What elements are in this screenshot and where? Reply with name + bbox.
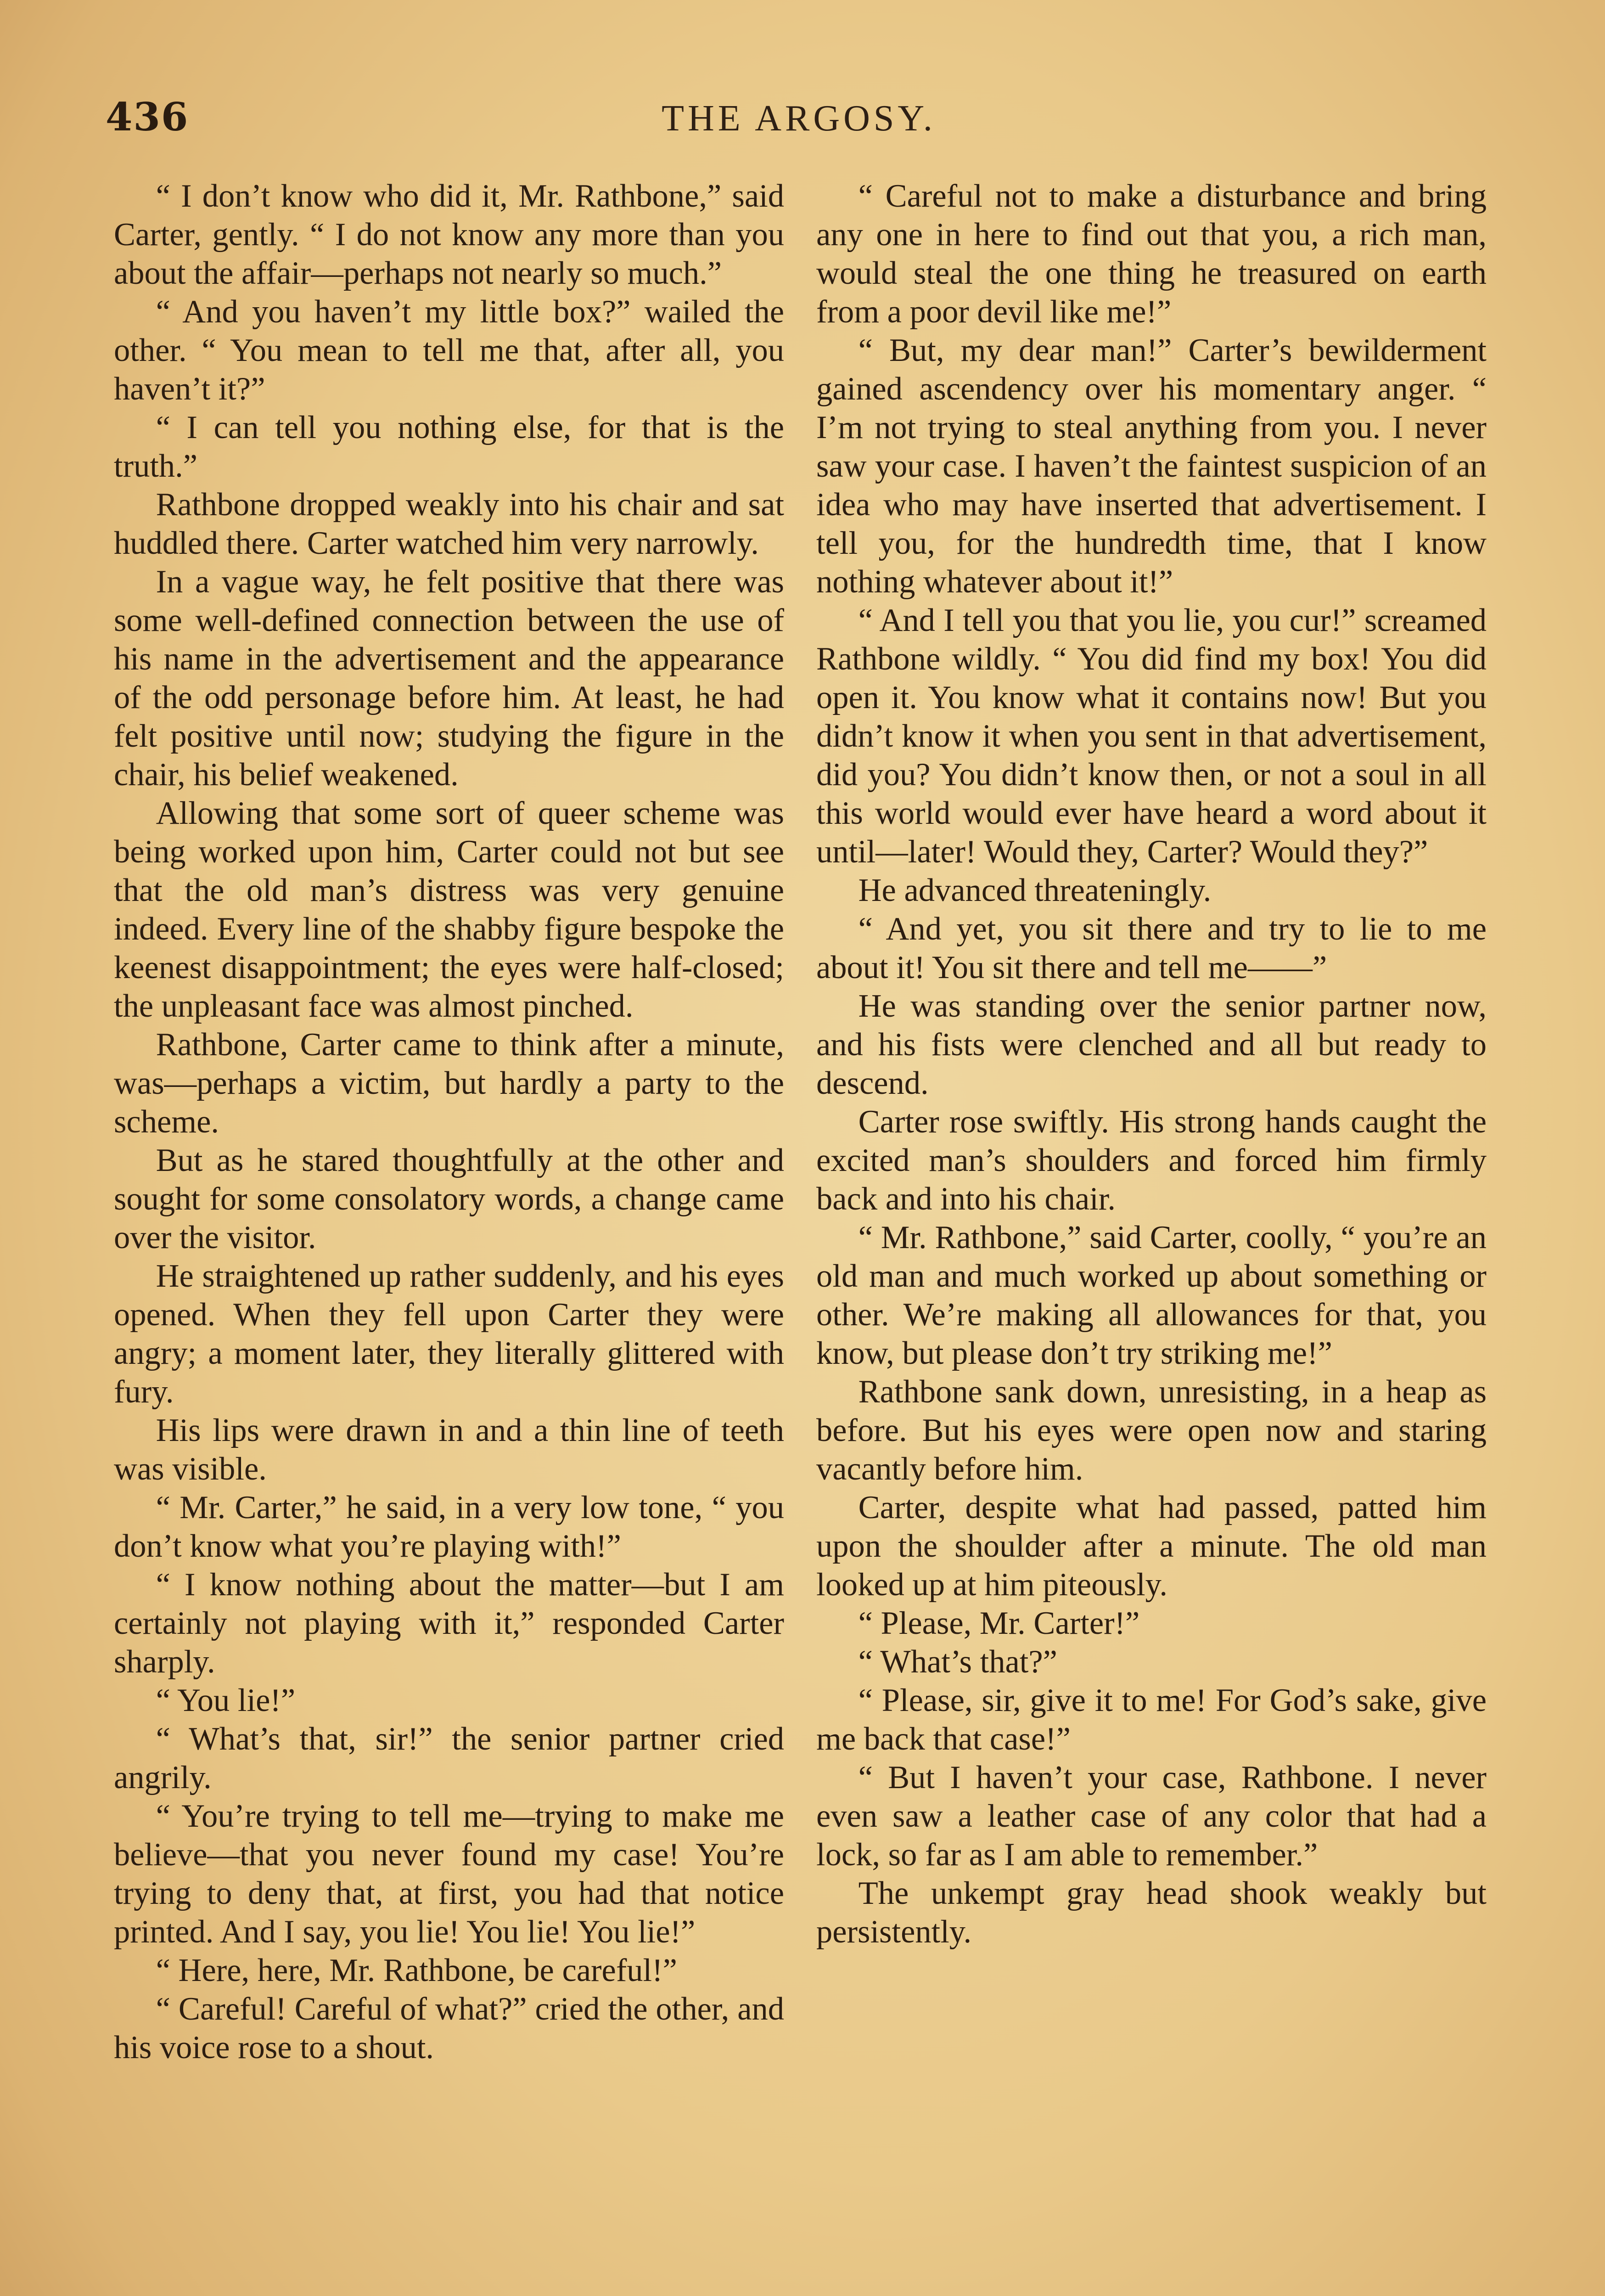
paragraph: He straightened up rather suddenly, and his eyes opened. When they fell upon Carter they were angry; a moment later, they literally glittered with fury. (114, 1258, 784, 1410)
paragraph: But as he stared thoughtfully at the other and sought for some consolatory words, a change came over the visitor. (114, 1142, 784, 1255)
paragraph: The unkempt gray head shook weakly but persistently. (816, 1875, 1487, 1950)
running-title: THE ARGOSY. (662, 98, 936, 139)
paragraph: “ Please, Mr. Carter!” (858, 1605, 1140, 1641)
paragraph: Carter, despite what had passed, patted him upon the shoulder after a minute. The old man looked up at him piteously. (816, 1490, 1487, 1603)
paragraph: “ I don’t know who did it, Mr. Rathbone,” said Carter, gently. “ I do not know any more than you about the affair—perhaps not nearly so much.” (114, 178, 784, 291)
page-header (106, 94, 1492, 149)
paragraph: “ And I tell you that you lie, you cur!” screamed Rathbone wildly. “ You did find my box! You did open it. You know what it contains now! But you didn’t know it when you sent in that advertisement, did you? You didn’t know then, or not a soul in all this world would ever have heard a word about it until—later! Would they, Carter? Would they?” (816, 602, 1487, 870)
paragraph: His lips were drawn in and a thin line of teeth was visible. (114, 1412, 784, 1487)
page-number: 436 (106, 94, 189, 140)
paragraph: Rathbone dropped weakly into his chair and sat huddled there. Carter watched him very narrowly. (114, 487, 784, 561)
paragraph: Allowing that some sort of queer scheme was being worked upon him, Carter could not but see that the old man’s distress was very genuine indeed. Every line of the shabby figure bespoke the keenest disappointment; the eyes were half-closed; the unpleasant face was almost pinched. (114, 795, 784, 1024)
paragraph: “ But, my dear man!” Carter’s bewilderment gained ascendency over his momentary anger. “ I’m not trying to steal anything from you. I never saw your case. I haven’t the faintest suspicion of an idea who may have inserted that advertisement. I tell you, for the hundredth time, that I know nothing whatever about it!” (816, 332, 1487, 600)
paragraph: He advanced threateningly. (858, 872, 1212, 908)
paragraph: Rathbone, Carter came to think after a minute, was—perhaps a victim, but hardly a party to the scheme. (114, 1027, 784, 1140)
paragraph: “ Mr. Rathbone,” said Carter, coolly, “ you’re an old man and much worked up about something or other. We’re making all allowances for that, you know, but please don’t try striking me!” (816, 1220, 1487, 1371)
paragraph: “ You lie!” (156, 1683, 296, 1718)
paragraph: “ I know nothing about the matter—but I am certainly not playing with it,” responded Carter sharply. (114, 1567, 784, 1680)
paragraph: He was standing over the senior partner now, and his fists were clenched and all but ready to descend. (816, 988, 1487, 1101)
paragraph: In a vague way, he felt positive that there was some well-defined connection between the use of his name in the advertisement and the appearance of the odd personage before him. At least, he had felt positive until now; studying the figure in the chair, his belief weakened. (114, 564, 784, 793)
paragraph: “ And yet, you sit there and try to lie to me about it! You sit there and tell me——” (816, 911, 1487, 985)
paragraph: “ What’s that, sir!” the senior partner cried angrily. (114, 1721, 784, 1795)
left-column (114, 177, 784, 2067)
right-column (816, 177, 1487, 1951)
paragraph: Rathbone sank down, unresisting, in a heap as before. But his eyes were open now and staring vacantly before him. (816, 1374, 1487, 1487)
paragraph: “ I can tell you nothing else, for that is the truth.” (114, 410, 784, 484)
paragraph: “ What’s that?” (858, 1644, 1057, 1680)
paragraph: “ Careful not to make a disturbance and bring any one in here to find out that you, a rich man, would steal the one thing he treasured on earth from a poor devil like me!” (816, 178, 1487, 330)
paragraph: “ You’re trying to tell me—trying to make me believe—that you never found my case! You’re trying to deny that, at first, you had that notice printed. And I say, you lie! You lie! You lie!” (114, 1798, 784, 1950)
paragraph: “ Mr. Carter,” he said, in a very low tone, “ you don’t know what you’re playing with!” (114, 1490, 784, 1564)
paragraph: “ Here, here, Mr. Rathbone, be careful!” (156, 1953, 677, 1988)
paragraph: Carter rose swiftly. His strong hands caught the excited man’s shoulders and forced him firmly back and into his chair. (816, 1104, 1487, 1217)
paragraph: “ Please, sir, give it to me! For God’s sake, give me back that case!” (816, 1683, 1487, 1757)
paragraph: “ And you haven’t my little box?” wailed the other. “ You mean to tell me that, after all, you haven’t it?” (114, 294, 784, 407)
paragraph: “ But I haven’t your case, Rathbone. I never even saw a leather case of any color that had a lock, so far as I am able to remember.” (816, 1760, 1487, 1873)
paragraph: “ Careful! Careful of what?” cried the other, and his voice rose to a shout. (114, 1991, 784, 2065)
